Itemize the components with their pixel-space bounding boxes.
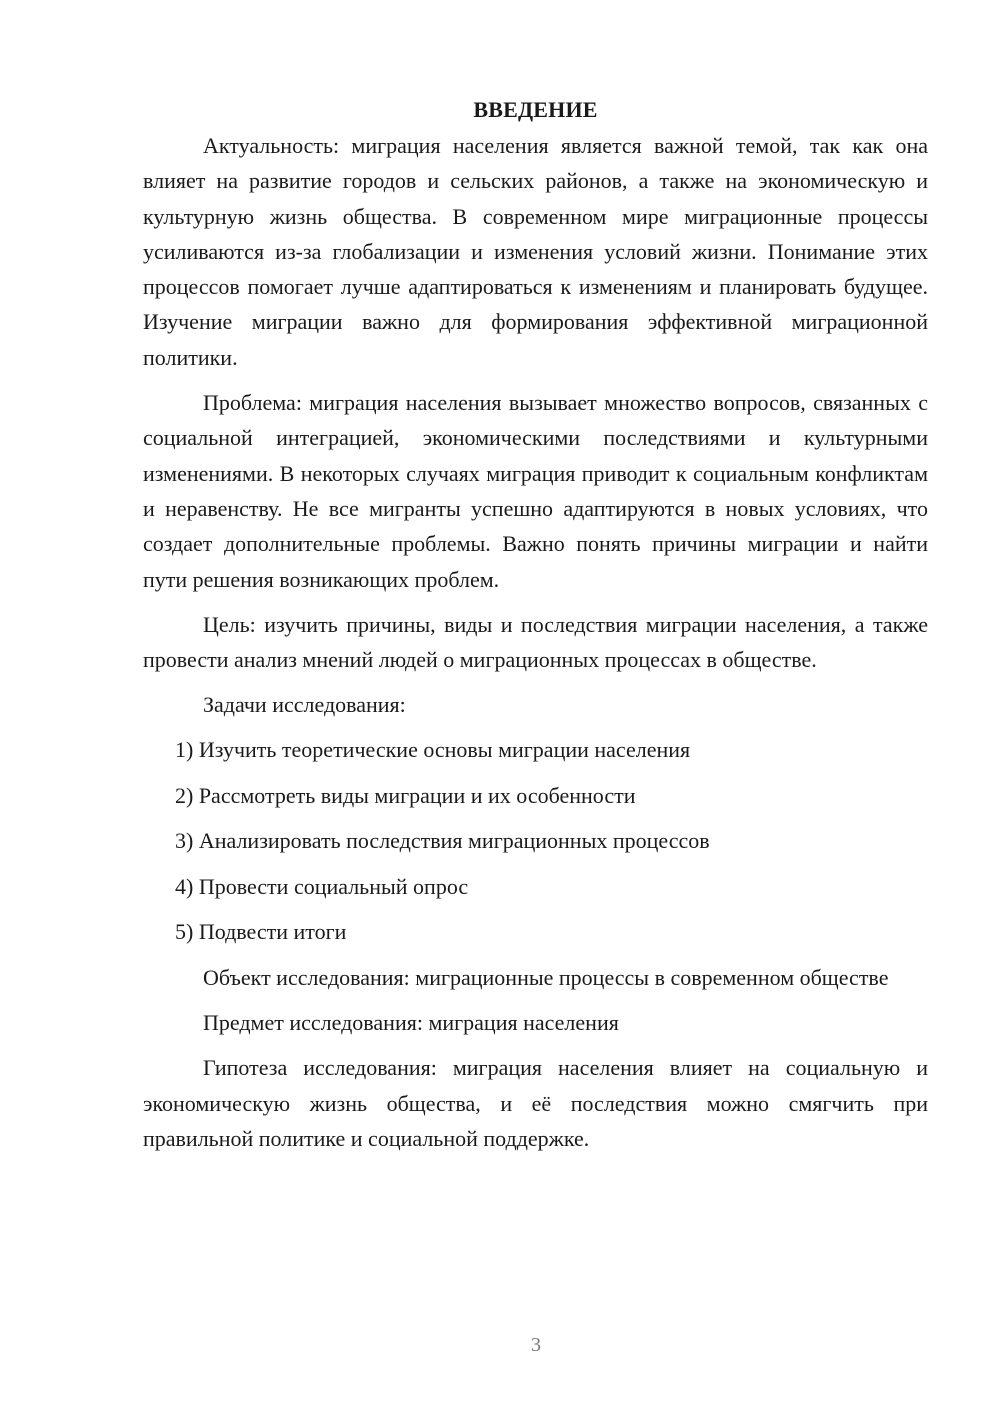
task-item: 3) Анализировать последствия миграционных процессов [175, 828, 710, 854]
tasks-heading: Задачи исследования: [203, 692, 406, 718]
goal-paragraph: Цель: изучить причины, виды и последствия миграции населения, а также провести анализ мнений людей о миграционных процессах в обществе. [143, 611, 928, 673]
task-item: 1) Изучить теоретические основы миграции населения [175, 737, 691, 763]
task-item: 2) Рассмотреть виды миграции и их особенности [175, 782, 636, 808]
object-paragraph: Объект исследования: миграционные процессы в современном обществе [203, 964, 889, 990]
tasks-list [143, 732, 928, 949]
page-number: 3 [531, 1334, 541, 1356]
document-page [143, 92, 928, 1166]
problem-paragraph: Проблема: миграция населения вызывает множество вопросов, связанных с социальной интеграцией, экономическими последствиями и культурными изменениями. В некоторых случаях миграция приводит к социальным конфликтам и неравенству. Не все мигранты успешно адаптируются в новых условиях, что создает дополнительные проблемы. Важно понять причины миграции и найти пути решения возникающих проблем. [143, 390, 928, 592]
task-item: 4) Провести социальный опрос [175, 873, 469, 899]
relevance-paragraph: Актуальность: миграция населения является важной темой, так как она влияет на развитие городов и сельских районов, а также на экономическую и культурную жизнь общества. В современном мире миграционные процессы усиливаются из-за глобализации и изменения условий жизни. Понимание этих процессов помогает лучше адаптироваться к изменениям и планировать будущее. Изучение миграции важно для формирования эффективной миграционной политики. [143, 133, 928, 370]
section-title: ВВЕДЕНИЕ [473, 97, 598, 122]
subject-paragraph: Предмет исследования: миграция населения [203, 1010, 619, 1036]
task-item: 5) Подвести итоги [175, 919, 347, 945]
hypothesis-paragraph: Гипотеза исследования: миграция населения влияет на социальную и экономическую жизнь общества, и её последствия можно смягчить при правильной политике и социальной поддержке. [143, 1055, 928, 1151]
